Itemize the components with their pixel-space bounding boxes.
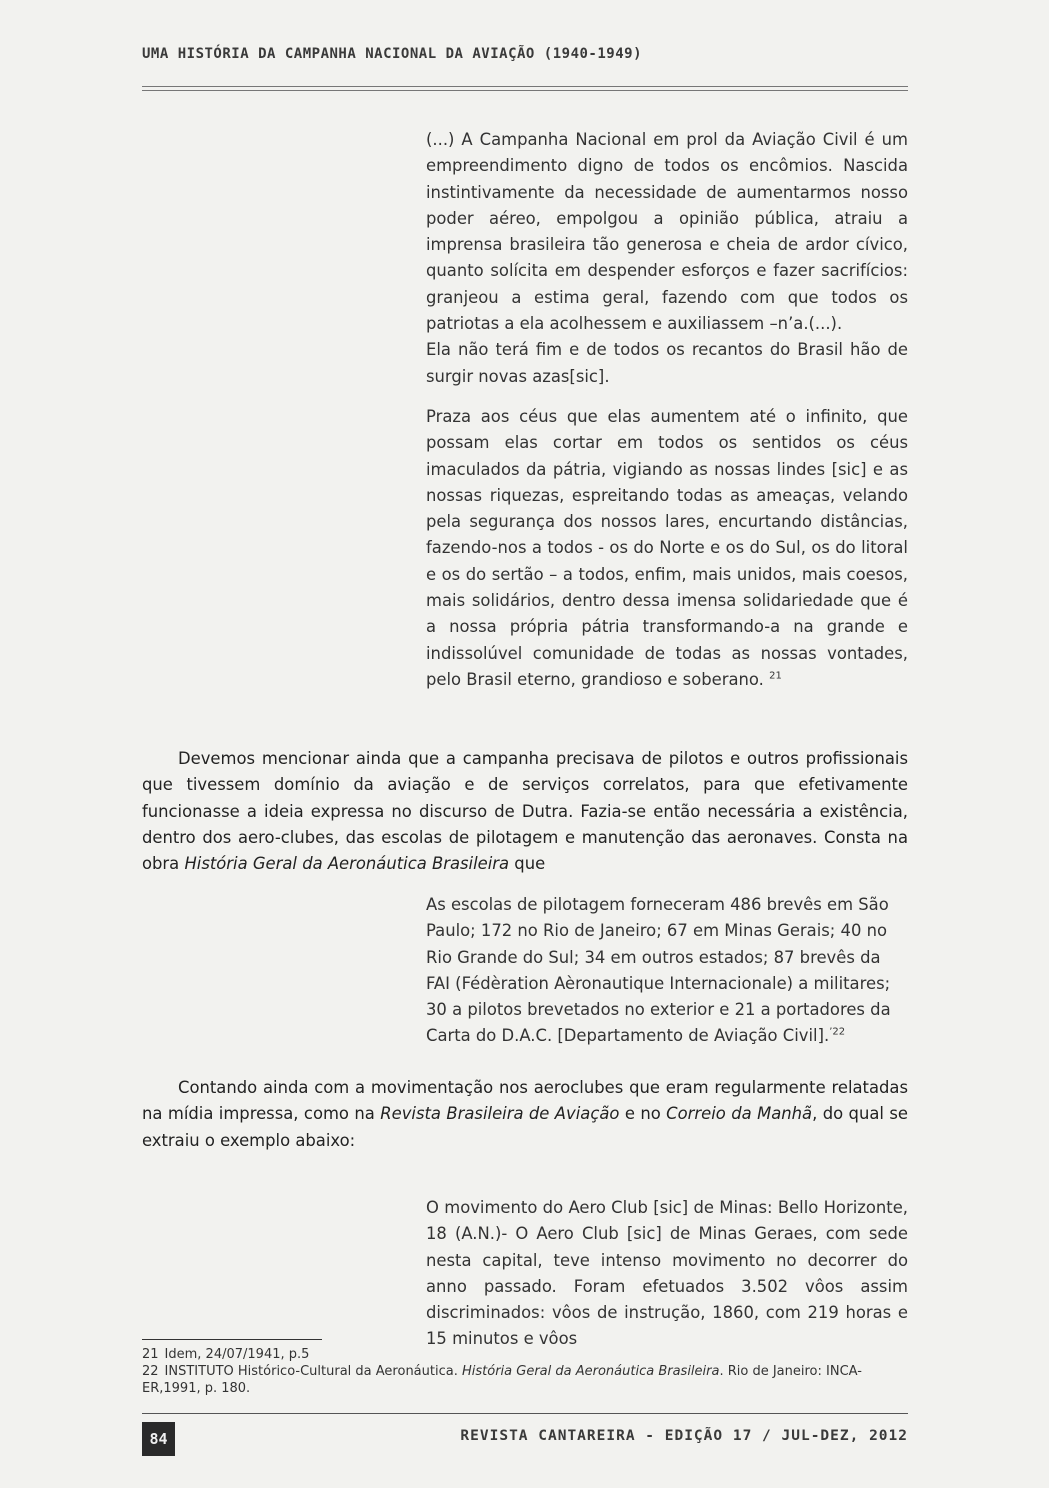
quote-paragraph: As escolas de pilotagem forneceram 486 brevês em São Paulo; 172 no Rio de Janeiro; 67 em Minas Gerais; 40 no Rio Grande do Sul; 34 em outros estados; 87 brevês da FAI (Fédèration Aèronautique Internacionale) a militares; 30 a pilotos brevetados no exterior e 21 a portadores da Carta do D.A.C. [Departamento de Aviação Civil].$^{’22}$ (426, 895, 891, 1046)
footnote-22: 22 INSTITUTO Histórico-Cultural da Aeronáutica. História Geral da Aeronáutica Brasileira. Rio de Janeiro: INCA-ER,1991, p. 180. (142, 1364, 862, 1396)
quote-paragraph: (...) A Campanha Nacional em prol da Aviação Civil é um empreendimento digno de todos os encômios. Nascida instintivamente da necessidade de aumentarmos nosso poder aéreo, empolgou a opinião pública, atraiu a imprensa brasileira tão generosa e cheia de ardor cívico, quanto solícita em despender esforços e fazer sacrifícios: granjeou a estima geral, fazendo com que todos os patriotas a ela acolhessem e auxiliassem –n’a.(...). (426, 130, 908, 334)
periodical-title: Revista Brasileira de Aviação (380, 1104, 620, 1124)
footnotes (142, 1346, 908, 1397)
header-rule-top (142, 86, 908, 87)
body-paragraph-1: Devemos mencionar ainda que a campanha precisava de pilotos e outros profissionais que tivessem domínio da aviação e de serviços correlatos, para que efetivamente funcionasse a ideia expressa no discurso de Dutra. Fazia-se então necessária a existência, dentro dos aero-clubes, das escolas de pilotagem e manutenção das aeronaves. Consta na obra História Geral da Aeronáutica Brasileira que (142, 749, 908, 874)
running-foot: REVISTA CANTAREIRA - EDIÇÃO 17 / JUL-DEZ, 2012 (460, 1428, 908, 1444)
periodical-title: Correio da Manhã (666, 1104, 813, 1124)
header-rule-bottom (142, 90, 908, 91)
footer-rule (142, 1413, 908, 1414)
book-title: História Geral da Aeronáutica Brasileira (184, 854, 510, 874)
block-quote-2 (426, 892, 908, 1050)
footnote-reference[interactable]: ’22 (829, 1027, 846, 1039)
block-quote-3 (426, 1195, 908, 1353)
body-paragraph-2: Contando ainda com a movimentação nos aeroclubes que eram regularmente relatadas na mídia impressa, como na Revista Brasileira de Aviação e no Correio da Manhã, do qual se extraiu o exemplo abaixo: (142, 1078, 908, 1150)
quote-paragraph: Ela não terá fim e de todos os recantos do Brasil hão de surgir novas azas[sic]. (426, 340, 908, 386)
page-number: 84 (142, 1422, 175, 1456)
quote-paragraph: O movimento do Aero Club [sic] de Minas: Bello Horizonte, 18 (A.N.)- O Aero Club [sic] de Minas Geraes, com sede nesta capital, teve intenso movimento no decorrer do anno passado. Foram efetuados 3.502 vôos assim discriminados: vôos de instrução, 1860, com 219 horas e 15 minutos e vôos (426, 1198, 908, 1349)
block-quote-1 (426, 127, 908, 693)
footnote-reference[interactable]: 21 (769, 670, 782, 682)
quote-paragraph: Praza aos céus que elas aumentem até o infinito, que possam elas cortar em todos os sentidos os céus imaculados da pátria, vigiando as nossas lindes [sic] e as nossas riquezas, espreitando todas as ameaças, velando pela segurança dos nossos lares, encurtando distâncias, fazendo-nos a todos - os do Norte e os do Sul, os do litoral e os do sertão – a todos, enfim, mais unidos, mais coesos, mais solidários, dentro dessa imensa solidariedade que é a nossa própria pátria transformando-a na grande e indissolúvel comunidade de todas as nossas vontades, pelo Brasil eterno, grandioso e soberano. $^{21}$ (426, 406, 908, 689)
footnote-separator (142, 1339, 322, 1340)
running-title: UMA HISTÓRIA DA CAMPANHA NACIONAL DA AVIAÇÃO (1940-1949) (142, 46, 643, 62)
footnote-21: 21 Idem, 24/07/1941, p.5 (142, 1347, 310, 1362)
